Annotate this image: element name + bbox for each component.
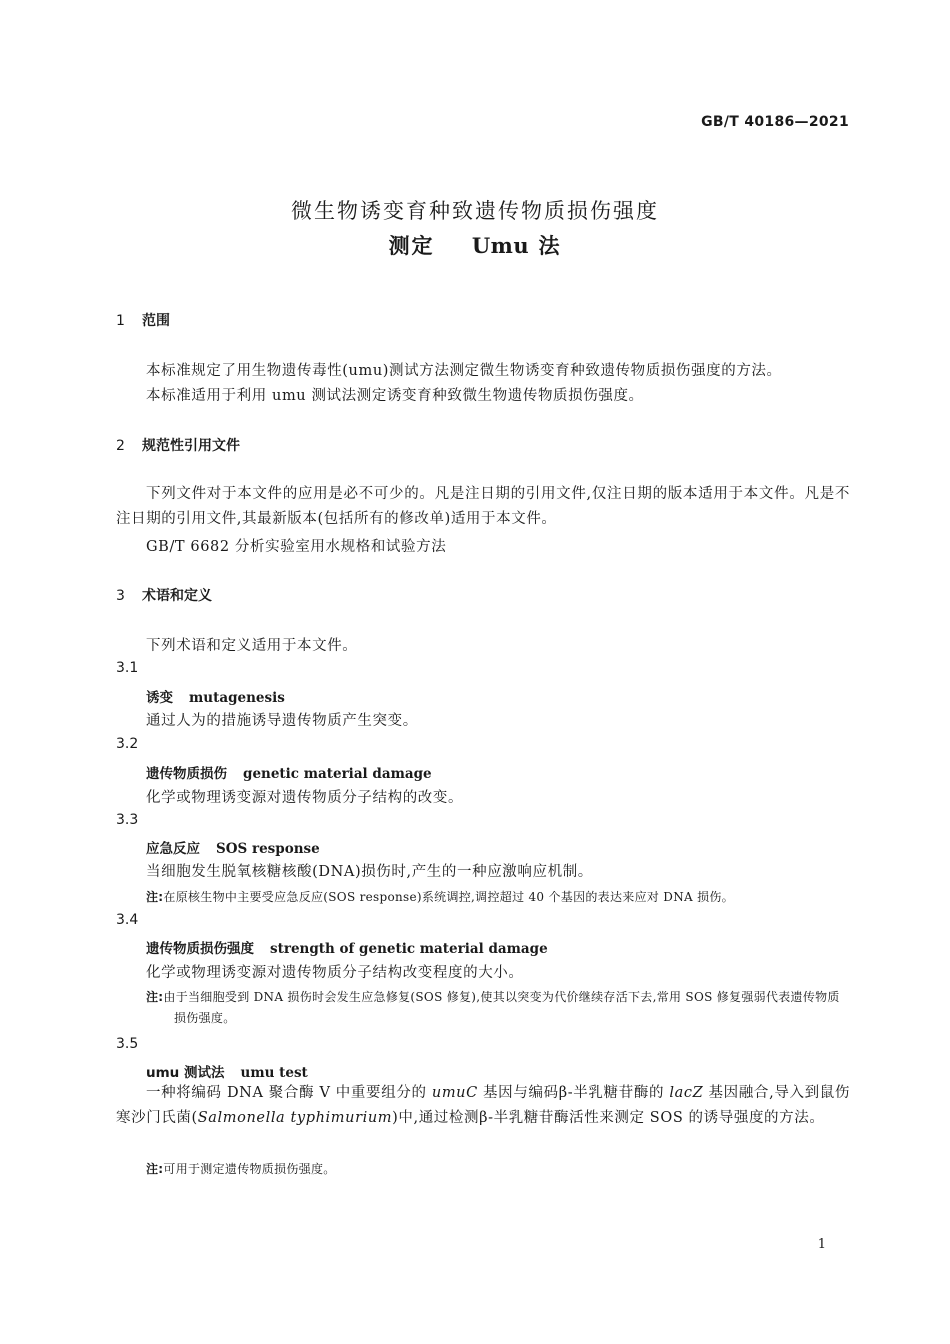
standard-code: GB/T 40186—2021 — [701, 114, 849, 130]
section-title: 范围 — [142, 313, 170, 329]
term-definition: 化学或物理诱变源对遗传物质分子结构改变程度的大小。 — [146, 965, 524, 981]
term-note — [146, 888, 734, 905]
term-number: 3.3 — [116, 812, 139, 828]
term-en: SOS response — [216, 841, 320, 857]
term-heading — [146, 686, 285, 706]
term-number: 3.2 — [116, 736, 139, 752]
section-1-heading — [116, 310, 170, 330]
page-number: 1 — [817, 1237, 826, 1252]
title-end: 法 — [538, 234, 562, 258]
title-latin: Umu — [471, 233, 530, 258]
term-heading — [146, 937, 548, 957]
document-title-line2 — [0, 228, 950, 264]
term-definition: 化学或物理诱变源对遗传物质分子结构的改变。 — [146, 790, 464, 806]
species-name: Salmonella typhimurium — [197, 1110, 393, 1126]
title-cn: 测定 — [388, 234, 435, 258]
section-title: 术语和定义 — [142, 588, 212, 604]
term-note — [146, 1160, 336, 1177]
section-number: 2 — [116, 438, 125, 454]
document-title-line1: 微生物诱变育种致遗传物质损伤强度 — [291, 199, 659, 223]
section-number: 1 — [116, 313, 125, 329]
gene-umuC: umuC — [431, 1085, 478, 1101]
term-en: strength of genetic material damage — [270, 941, 548, 957]
section-3-intro: 下列术语和定义适用于本文件。 — [146, 638, 358, 654]
note-text: 可用于测定遗传物质损伤强度。 — [163, 1162, 336, 1176]
note-label: 注: — [146, 1162, 164, 1176]
note-label: 注: — [146, 990, 164, 1004]
section-2-heading — [116, 435, 240, 455]
term-definition: 当细胞发生脱氧核糖核酸(DNA)损伤时,产生的一种应激响应机制。 — [146, 864, 593, 880]
term-note — [146, 987, 850, 1029]
term-heading — [146, 837, 320, 857]
section-number: 3 — [116, 588, 125, 604]
term-cn: 诱变 — [146, 690, 173, 706]
term-en: umu test — [240, 1065, 308, 1081]
term-definition: 一种将编码 DNA 聚合酶 V 中重要组分的 umuC 基因与编码β-半乳糖苷酶的 lacZ 基因融合,导入到鼠伤寒沙门氏菌(Salmonella typhimurium)中,通过检测β-半乳糖苷酶活性来测定 SOS 的诱导强度的方法。 — [116, 1085, 850, 1126]
section-3-heading — [116, 585, 212, 605]
term-definition: 通过人为的措施诱导遗传物质产生突变。 — [146, 713, 418, 729]
section-title: 规范性引用文件 — [142, 438, 240, 454]
term-cn: umu 测试法 — [146, 1065, 225, 1081]
section-1-paragraph-2: 本标准适用于利用 umu 测试法测定诱变育种致微生物遗传物质损伤强度。 — [146, 388, 644, 404]
note-text: 在原核生物中主要受应急反应(SOS response)系统调控,调控超过 40 个基因的表达来应对 DNA 损伤。 — [163, 890, 734, 904]
term-cn: 应急反应 — [146, 841, 200, 857]
term-heading — [146, 1061, 308, 1081]
term-number: 3.1 — [116, 660, 139, 676]
term-heading — [146, 762, 432, 782]
term-cn: 遗传物质损伤强度 — [146, 941, 254, 957]
term-en: genetic material damage — [243, 766, 432, 782]
term-number: 3.5 — [116, 1036, 139, 1052]
section-1-paragraph-1: 本标准规定了用生物遗传毒性(umu)测试方法测定微生物诱变育种致遗传物质损伤强度的方法。 — [146, 363, 782, 379]
normative-reference: GB/T 6682 分析实验室用水规格和试验方法 — [146, 539, 447, 555]
term-cn: 遗传物质损伤 — [146, 766, 227, 782]
section-2-paragraph: 下列文件对于本文件的应用是必不可少的。凡是注日期的引用文件,仅注日期的版本适用于本文件。凡是不注日期的引用文件,其最新版本(包括所有的修改单)适用于本文件。 — [116, 486, 850, 527]
term-number: 3.4 — [116, 912, 139, 928]
note-text: 由于当细胞受到 DNA 损伤时会发生应急修复(SOS 修复),使其以突变为代价继续存活下去,常用 SOS 修复强弱代表遗传物质损伤强度。 — [163, 990, 840, 1025]
term-en: mutagenesis — [189, 690, 285, 706]
gene-lacZ: lacZ — [669, 1085, 704, 1101]
note-label: 注: — [146, 890, 164, 904]
